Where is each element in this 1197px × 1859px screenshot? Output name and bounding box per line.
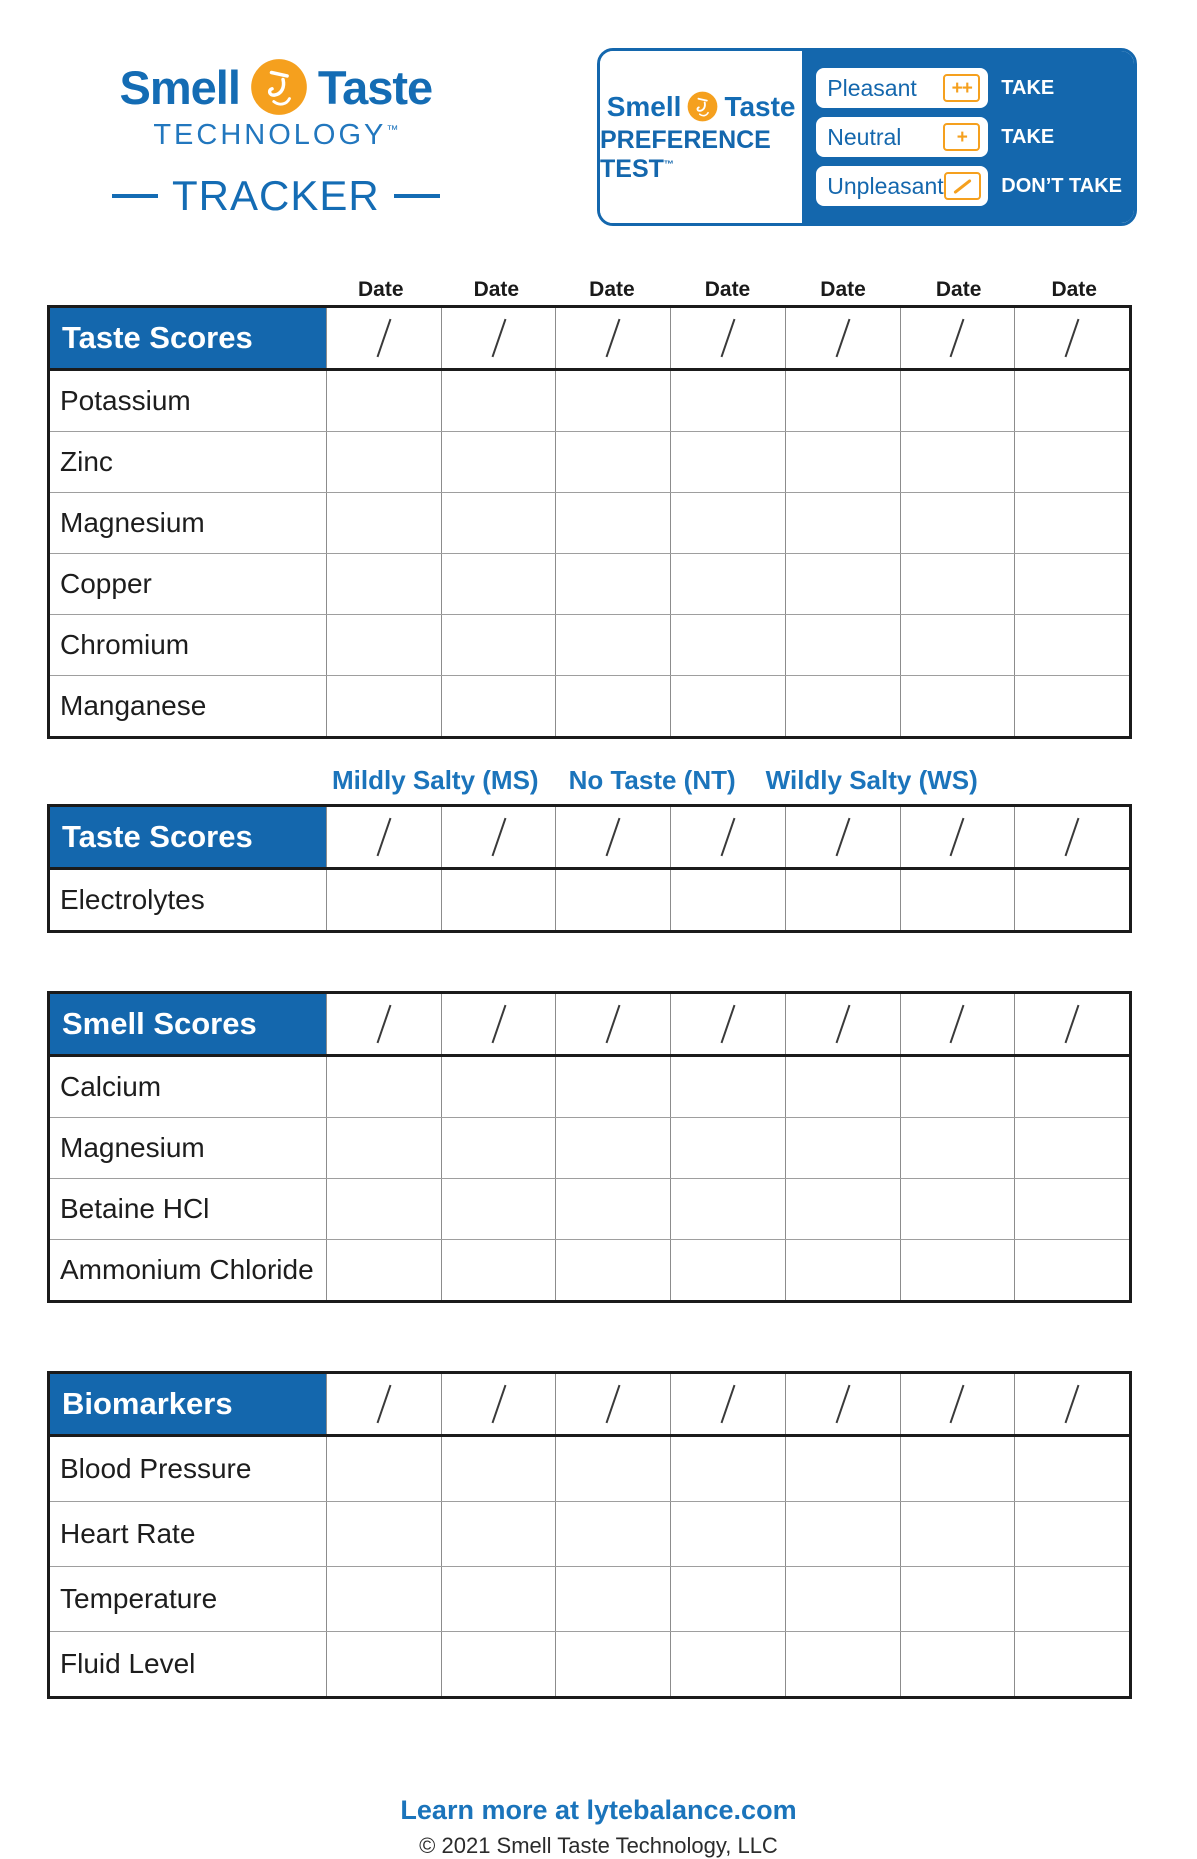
score-cell (441, 615, 556, 675)
date-slash-cell (670, 308, 785, 368)
date-slash-cell (441, 1374, 556, 1434)
date-slash-cell (670, 1374, 785, 1434)
score-cell (1014, 371, 1129, 431)
score-cell (785, 432, 900, 492)
score-cell (326, 493, 441, 553)
score-cell (900, 676, 1015, 736)
header (0, 0, 1197, 226)
date-slash (491, 1005, 506, 1043)
preference-card-brand (600, 51, 802, 223)
date-slash (491, 818, 506, 856)
score-cell (785, 1057, 900, 1117)
row-label: Magnesium (60, 1132, 205, 1163)
legend-item: Wildly Salty (WS) (765, 765, 978, 795)
score-cell (441, 554, 556, 614)
preference-option-pill (816, 68, 988, 108)
score-cell (785, 1567, 900, 1631)
score-cell (326, 676, 441, 736)
table-row (50, 1437, 1129, 1501)
score-cell (1014, 1057, 1129, 1117)
brand-logo-line (112, 58, 440, 116)
tracker-dash-right (394, 194, 440, 198)
preference-option (816, 68, 1122, 108)
row-label: Blood Pressure (60, 1453, 252, 1484)
score-cell (555, 1502, 670, 1566)
date-slash (606, 1005, 621, 1043)
table-row (50, 1178, 1129, 1239)
score-cell (441, 1057, 556, 1117)
table-row (50, 431, 1129, 492)
score-cell (326, 371, 441, 431)
date-slash-cell (785, 807, 900, 867)
score-cell (1014, 1632, 1129, 1696)
score-cell (900, 432, 1015, 492)
score-cell (555, 1057, 670, 1117)
lytebalance-link[interactable]: Learn more at lytebalance.com (400, 1795, 797, 1825)
score-cell (555, 615, 670, 675)
preference-action-label: DON’T TAKE (1001, 174, 1122, 197)
brand-logo (112, 48, 440, 220)
taste-legend (332, 765, 1132, 796)
table-header-row (50, 994, 1129, 1057)
score-cell (900, 1118, 1015, 1178)
score-cell (555, 1632, 670, 1696)
date-slash-cell (785, 1374, 900, 1434)
preference-option-label: Unpleasant (827, 172, 944, 199)
row-label: Manganese (60, 690, 207, 721)
date-slash-cell (555, 807, 670, 867)
preference-symbol-box (943, 74, 980, 102)
table-header-row (50, 308, 1129, 371)
score-cell (900, 615, 1015, 675)
table-section-smell-scores (47, 991, 1132, 1303)
row-label: Fluid Level (60, 1648, 196, 1679)
date-slash-cell (326, 807, 441, 867)
score-cell (670, 493, 785, 553)
date-slash-cell (441, 994, 556, 1054)
row-label: Temperature (60, 1583, 218, 1614)
score-cell (441, 1179, 556, 1239)
table-title: Taste Scores (50, 308, 326, 368)
table-row (50, 1501, 1129, 1566)
date-slash-cell (441, 807, 556, 867)
table-header-row (50, 1374, 1129, 1437)
score-cell (900, 493, 1015, 553)
table-biomarkers (47, 1371, 1132, 1699)
score-cell (1014, 615, 1129, 675)
score-cell (785, 1118, 900, 1178)
date-slash (1065, 1005, 1080, 1043)
tracker-title-text: TRACKER (172, 172, 380, 219)
score-cell (1014, 493, 1129, 553)
score-cell (900, 554, 1015, 614)
preference-test-title (600, 126, 802, 184)
plus-symbol-icon: + (956, 126, 967, 148)
date-slash (606, 818, 621, 856)
table-taste-scores-minerals (47, 305, 1132, 739)
date-slash-cell (670, 807, 785, 867)
date-slash (721, 818, 736, 856)
score-cell (555, 1240, 670, 1300)
score-cell (1014, 1567, 1129, 1631)
date-slash (950, 1005, 965, 1043)
score-cell (441, 432, 556, 492)
date-slash (950, 319, 965, 357)
score-cell (555, 1437, 670, 1501)
score-cell (441, 1118, 556, 1178)
date-slash-cell (326, 1374, 441, 1434)
tracker-title (112, 172, 440, 220)
score-cell (1014, 1240, 1129, 1300)
date-slash-cell (555, 1374, 670, 1434)
score-cell (441, 870, 556, 930)
date-label: Date (358, 278, 404, 301)
date-slash (376, 1385, 391, 1423)
row-label: Copper (60, 568, 152, 599)
score-cell (670, 554, 785, 614)
score-cell (555, 1118, 670, 1178)
date-labels-row (47, 272, 1132, 302)
score-cell (441, 1567, 556, 1631)
score-cell (670, 371, 785, 431)
table-title: Biomarkers (50, 1374, 326, 1434)
date-slash (491, 319, 506, 357)
legend-item: No Taste (NT) (568, 765, 736, 795)
score-cell (441, 371, 556, 431)
score-cell (785, 615, 900, 675)
score-cell (670, 676, 785, 736)
brand-word-smell: Smell (119, 60, 240, 114)
score-cell (441, 1240, 556, 1300)
date-slash (835, 1005, 850, 1043)
score-cell (670, 1057, 785, 1117)
score-cell (785, 870, 900, 930)
score-cell (326, 1437, 441, 1501)
score-cell (441, 1502, 556, 1566)
date-label: Date (1051, 278, 1097, 301)
table-title: Taste Scores (50, 807, 326, 867)
preference-action-label: TAKE (1001, 125, 1055, 148)
row-label: Zinc (60, 446, 113, 477)
score-cell (785, 493, 900, 553)
preference-brand-taste: Taste (724, 90, 796, 122)
score-cell (785, 1437, 900, 1501)
legend-item: Mildly Salty (MS) (332, 765, 539, 795)
date-label: Date (935, 278, 982, 301)
score-cell (670, 1502, 785, 1566)
row-label: Ammonium Chloride (60, 1254, 314, 1285)
date-slash (835, 1385, 850, 1423)
score-cell (670, 1240, 785, 1300)
score-cell (670, 870, 785, 930)
date-slash (1065, 319, 1080, 357)
row-label: Heart Rate (60, 1518, 196, 1549)
score-cell (326, 870, 441, 930)
date-slash-cell (785, 994, 900, 1054)
score-cell (670, 1437, 785, 1501)
row-label: Calcium (60, 1071, 162, 1102)
score-cell (900, 870, 1015, 930)
date-slash (1065, 818, 1080, 856)
score-cell (1014, 1502, 1129, 1566)
date-slash (376, 818, 391, 856)
table-title: Smell Scores (50, 994, 326, 1054)
score-cell (1014, 1118, 1129, 1178)
table-row (50, 371, 1129, 431)
score-cell (670, 1118, 785, 1178)
preference-option (816, 166, 1122, 206)
smell-taste-icon (687, 91, 718, 122)
table-section-biomarkers (47, 1371, 1132, 1699)
date-slash (721, 1005, 736, 1043)
score-cell (785, 1240, 900, 1300)
copyright: © 2021 Smell Taste Technology, LLC (419, 1833, 778, 1858)
trademark-symbol: ™ (663, 159, 674, 171)
brand-word-taste: Taste (317, 60, 433, 114)
score-cell (900, 1437, 1015, 1501)
preference-option (816, 117, 1122, 157)
date-slash (376, 1005, 391, 1043)
table-row (50, 1631, 1129, 1696)
score-cell (900, 1240, 1015, 1300)
date-slash-cell (1014, 807, 1129, 867)
score-cell (670, 1179, 785, 1239)
score-cell (441, 1632, 556, 1696)
score-cell (326, 1057, 441, 1117)
preference-test-title-text: PREFERENCE TEST (600, 125, 771, 183)
date-slash (606, 319, 621, 357)
table-section-taste-scores-minerals (47, 272, 1132, 739)
score-cell (326, 1567, 441, 1631)
score-cell (326, 554, 441, 614)
date-label: Date (820, 278, 866, 301)
plus-symbol-icon: ++ (951, 77, 972, 99)
date-slash-cell (555, 308, 670, 368)
table-row (50, 870, 1129, 930)
table-taste-scores-electrolytes (47, 804, 1132, 933)
preference-option-label: Neutral (827, 123, 902, 150)
score-cell (1014, 1179, 1129, 1239)
score-cell (326, 1632, 441, 1696)
date-slash (950, 1385, 965, 1423)
score-cell (1014, 432, 1129, 492)
date-slash-cell (900, 807, 1015, 867)
brand-subtitle-text: TECHNOLOGY (153, 119, 387, 151)
table-smell-scores (47, 991, 1132, 1303)
score-cell (555, 432, 670, 492)
table-row (50, 675, 1129, 736)
score-cell (326, 1179, 441, 1239)
date-slash-cell (900, 994, 1015, 1054)
score-cell (670, 1632, 785, 1696)
slash-symbol-icon (953, 178, 971, 193)
score-cell (785, 1179, 900, 1239)
score-cell (900, 1567, 1015, 1631)
score-cell (326, 615, 441, 675)
row-label: Betaine HCl (60, 1193, 210, 1224)
score-cell (1014, 1437, 1129, 1501)
score-cell (555, 676, 670, 736)
table-header-row (50, 807, 1129, 870)
date-slash (491, 1385, 506, 1423)
score-cell (441, 1437, 556, 1501)
date-slash-cell (900, 308, 1015, 368)
tracker-dash-left (112, 194, 158, 198)
brand-subtitle (112, 119, 440, 152)
table-row (50, 1566, 1129, 1631)
date-label: Date (589, 278, 635, 301)
date-slash (721, 319, 736, 357)
score-cell (785, 371, 900, 431)
date-slash (376, 319, 391, 357)
score-cell (555, 870, 670, 930)
score-cell (326, 1502, 441, 1566)
date-label: Date (704, 278, 751, 301)
date-slash (606, 1385, 621, 1423)
preference-card-logo (607, 91, 796, 123)
trademark-symbol: ™ (386, 122, 399, 137)
score-cell (670, 432, 785, 492)
score-cell (785, 1632, 900, 1696)
score-cell (555, 493, 670, 553)
date-slash-cell (1014, 308, 1129, 368)
preference-brand-smell: Smell (606, 90, 682, 122)
date-slash-cell (900, 1374, 1015, 1434)
preference-action-label: TAKE (1001, 76, 1055, 99)
score-cell (900, 371, 1015, 431)
preference-option-pill (816, 166, 988, 206)
date-slash-cell (1014, 1374, 1129, 1434)
score-cell (785, 676, 900, 736)
preference-test-card (597, 48, 1137, 226)
row-label: Potassium (60, 385, 191, 416)
footer (0, 1795, 1197, 1859)
preference-symbol-box (944, 172, 981, 200)
score-cell (1014, 676, 1129, 736)
score-cell (555, 1179, 670, 1239)
tables-area (0, 272, 1197, 1699)
date-slash-cell (785, 308, 900, 368)
table-row (50, 553, 1129, 614)
smell-taste-icon (250, 58, 308, 116)
date-slash-cell (670, 994, 785, 1054)
score-cell (785, 554, 900, 614)
date-slash (721, 1385, 736, 1423)
score-cell (555, 1567, 670, 1631)
score-cell (555, 371, 670, 431)
table-row (50, 492, 1129, 553)
table-row (50, 1117, 1129, 1178)
date-slash-cell (326, 308, 441, 368)
table-row (50, 1239, 1129, 1300)
score-cell (326, 432, 441, 492)
tables-wrapper (47, 272, 1132, 1699)
preference-option-pill (816, 117, 988, 157)
date-slash-cell (441, 308, 556, 368)
date-label: Date (473, 278, 520, 301)
score-cell (785, 1502, 900, 1566)
score-cell (900, 1502, 1015, 1566)
preference-symbol-box (943, 123, 980, 151)
score-cell (555, 554, 670, 614)
table-section-taste-scores-electrolytes (47, 765, 1132, 933)
date-slash-cell (555, 994, 670, 1054)
score-cell (441, 676, 556, 736)
score-cell (900, 1632, 1015, 1696)
row-label: Electrolytes (60, 884, 205, 915)
score-cell (670, 1567, 785, 1631)
score-cell (900, 1179, 1015, 1239)
date-slash-cell (326, 994, 441, 1054)
score-cell (1014, 870, 1129, 930)
date-slash (950, 818, 965, 856)
preference-options (802, 51, 1134, 223)
date-slash (835, 818, 850, 856)
score-cell (670, 615, 785, 675)
date-slash (1065, 1385, 1080, 1423)
preference-option-label: Pleasant (827, 74, 917, 101)
table-row (50, 1057, 1129, 1117)
score-cell (1014, 554, 1129, 614)
score-cell (900, 1057, 1015, 1117)
row-label: Magnesium (60, 507, 205, 538)
score-cell (326, 1240, 441, 1300)
score-cell (326, 1118, 441, 1178)
table-row (50, 614, 1129, 675)
date-slash (835, 319, 850, 357)
date-slash-cell (1014, 994, 1129, 1054)
row-label: Chromium (60, 629, 190, 660)
score-cell (441, 493, 556, 553)
